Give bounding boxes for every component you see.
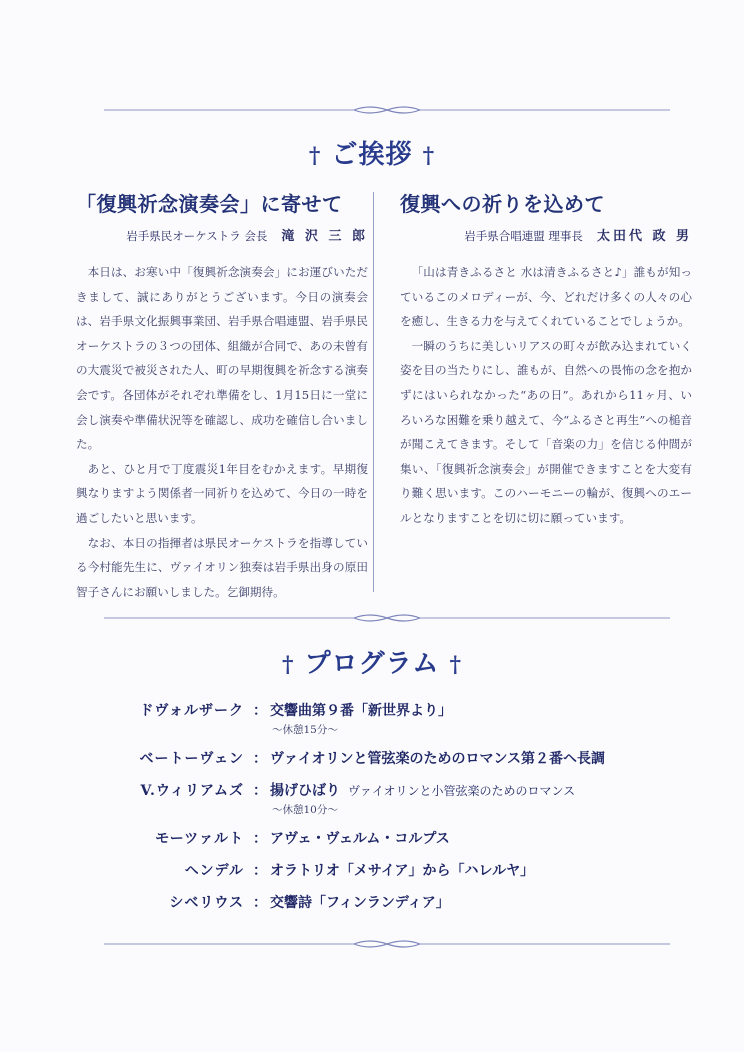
left-column-title: 「復興祈念演奏会」に寄せて	[76, 192, 343, 216]
program-item	[0, 828, 744, 850]
program-composer: ドヴォルザーク	[139, 703, 244, 719]
program-item	[0, 748, 744, 770]
right-column-body	[400, 260, 692, 531]
program-composer: モーツァルト	[155, 831, 244, 847]
right-column-title: 復興への祈りを込めて	[400, 192, 605, 216]
bottom-ornament-rule	[104, 938, 670, 950]
program-composer: ヘンデル	[184, 863, 244, 879]
left-column-body	[76, 260, 368, 604]
program-composer: シベリウス	[169, 895, 244, 911]
program-composer: V.ウィリアムズ	[140, 783, 244, 799]
intermission-note	[0, 722, 744, 738]
intermission-text: 〜休憩10分〜	[272, 804, 338, 816]
middle-ornament-rule	[104, 612, 670, 624]
greeting-heading	[0, 134, 744, 171]
dagger-left-icon: †	[282, 652, 295, 678]
right-paragraph: 一瞬のうちに美しいリアスの町々が飲み込まれていく姿を目の当たりにし、誰もが、自然への畏怖の念を抱かずにはいられなかった“あの日”。あれから11ヶ月、いろいろな困難を乗り越えて、今“ふるさと再生”への槌音が聞こえてきます。そして「音楽の力」を信じる仲間が集い、「復興祈念演奏会」が開催できますことを大変有り難く思います。このハーモニーの輪が、復興へのエールとなりますことを切に切に願っています。	[400, 338, 692, 525]
program-work: ヴァイオリンと管弦楽のためのロマンス第２番ヘ長調	[270, 751, 606, 767]
left-author-name: 滝 沢 三 郎	[281, 229, 368, 244]
program-work	[270, 780, 575, 800]
program-heading-text: プログラム	[304, 649, 440, 679]
dagger-right-icon: †	[449, 652, 462, 678]
program-work: 交響曲第９番「新世界より」	[270, 703, 452, 719]
intermission-note	[0, 802, 744, 818]
program-item	[0, 780, 744, 802]
right-message-column	[400, 188, 692, 531]
top-ornament-rule	[104, 104, 670, 116]
program-work: 交響詩「フィンランディア」	[270, 895, 450, 911]
left-column-author	[76, 225, 368, 244]
left-message-column	[76, 188, 368, 604]
program-colon: ：	[253, 895, 267, 911]
left-paragraph: なお、本日の指揮者は県民オーケストラを指導している今村能先生に、ヴァイオリン独奏は岩手県出身の原田智子さんにお願いしました。乞御期待。	[76, 535, 368, 599]
program-colon: ：	[253, 703, 267, 719]
program-item	[0, 860, 744, 882]
program-colon: ：	[253, 751, 267, 767]
column-divider	[373, 192, 374, 592]
right-author-name: 太田代 政 男	[596, 229, 692, 244]
left-paragraph: 本日は、お寒い中「復興祈念演奏会」にお運びいただきまして、誠にありがとうございます。今日の演奏会は、岩手県文化振興事業団、岩手県合唱連盟、岩手県民オーケストラの３つの団体、組織が合同で、あの未曾有の大震災で被災された人、町の早期復興を祈念する演奏会です。各団体がそれぞれ準備をし、1月15日に一堂に会し演奏や準備状況等を確認し、成功を確信し合いました。	[76, 265, 368, 452]
left-author-role: 岩手県民オーケストラ 会長	[126, 229, 268, 243]
dagger-left-icon: †	[308, 143, 322, 169]
program-work-subtitle: ヴァイオリンと小管弦楽のためのロマンス	[348, 784, 576, 798]
left-paragraph: あと、ひと月で丁度震災1年目をむかえます。早期復興なりますよう関係者一同祈りを込めて、今日の一時を過ごしたいと思います。	[76, 461, 368, 525]
program-heading	[0, 643, 744, 680]
intermission-text: 〜休憩15分〜	[272, 724, 338, 736]
greeting-heading-text: ご挨拶	[331, 140, 413, 170]
program-work: オラトリオ「メサイア」から「ハレルヤ」	[270, 863, 535, 879]
program-colon: ：	[253, 783, 267, 799]
program-item	[0, 700, 744, 722]
program-colon: ：	[253, 831, 267, 847]
program-list	[0, 700, 744, 914]
program-work-title: 揚げひばり	[270, 783, 340, 799]
dagger-right-icon: †	[422, 143, 436, 169]
right-column-author	[400, 225, 692, 244]
program-colon: ：	[253, 863, 267, 879]
program-item	[0, 892, 744, 914]
program-composer: ベートーヴェン	[139, 751, 244, 767]
program-work: アヴェ・ヴェルム・コルプス	[270, 831, 450, 847]
right-paragraph: 「山は青きふるさと 水は清きふるさと♪」誰もが知っているこのメロディーが、今、どれだけ多くの人々の心を癒し、生きる力を与えてくれていることでしょうか。	[400, 265, 692, 329]
right-author-role: 岩手県合唱連盟 理事長	[464, 229, 583, 243]
